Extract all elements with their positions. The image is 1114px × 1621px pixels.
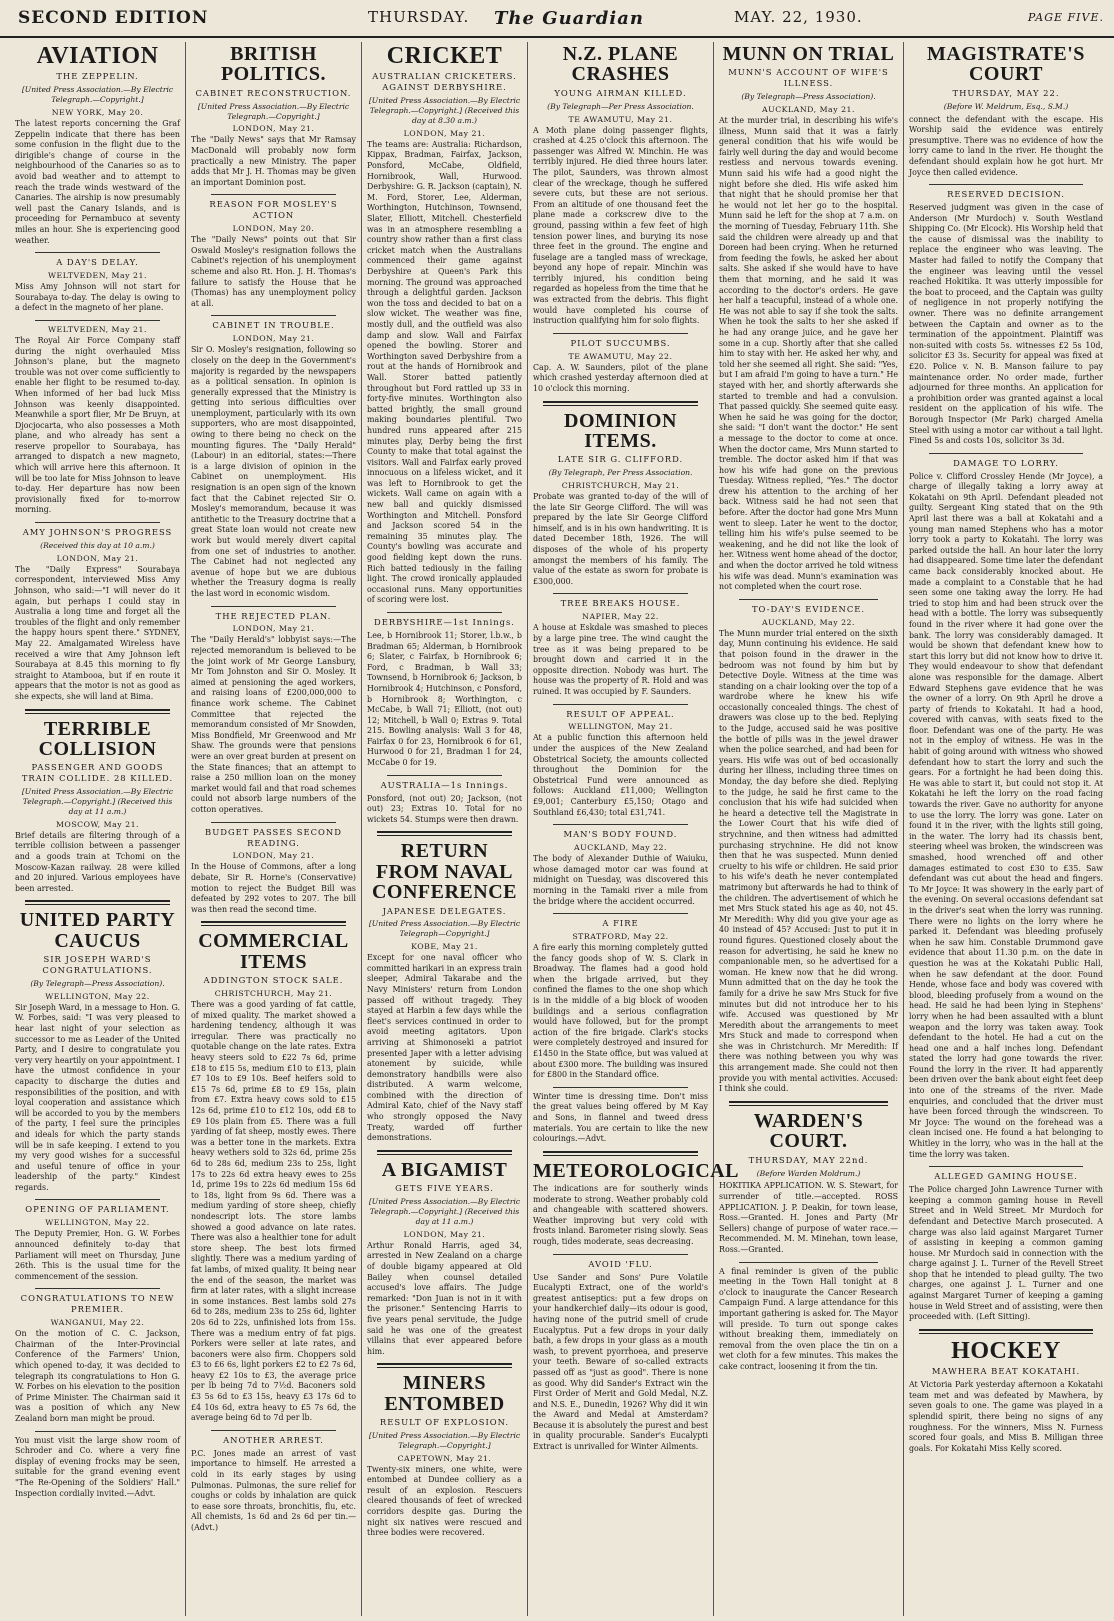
article-body: The indications are for southerly winds moderate to strong. Weather probably cold and changeable with scattered showers. Weather improving but very cold with frosts inland. Barometer rising slowly. Seas rough, tides moderate, seas decreasing.: [533, 1184, 708, 1247]
article-body: Twenty-six miners, one white, were entombed at Dundee colliery as a result of an explosion. Rescuers cleared thousands of feet of wrecked corridors despite gas. During the night six natives were rescued and three bodies were recovered.: [367, 1464, 522, 1538]
edition-label: SECOND EDITION: [18, 8, 209, 28]
article-body: The Munn murder trial entered on the sixth day, Munn continuing his evidence. He said that poison found in the drawer in the bedroom was not found by him but by Detective Doyle. Witness at the time was standing on a chair looking over the top of a wardrobe where he knew his wife occasionally concealed things. The chest of drawers was close up to the bed. Replying to the Judge, accused said he was positive the bottle of pills was in the jewel drawer when the police searched, and had been for years. His wife was out of bed occasionally during her illness, including three times on Monday, the day before she died. Replying to the judge, he said he first came to the conclusion that his wife had suicided when he heard a detective tell the Magistrate in the Lower Court that his wife died of strychnine, and then witness had admitted purchasing strychnine. He did not know then that he was suspected. Munn denied cruelty to his wife or children. He said prior to his wife's death he never contemplated matrimony but afterwards he had to think of the children. The advertisement of which he met Mrs Stuck stated his age as 40, not 45. Mr Meredith: Why did you give your age as 40 instead of 45? Accused: Just to put it in round figures. Questioned closely about the reason for advertising, he said he knew no companionable men, so he advertised for a woman. He knew now that he did wrong. Munn admitted that on the day he took the family for a drive he saw Mrs Stuck for five minutes but did not introduce her to his wife. Accused was questioned by Mr Meredith about the arrangements to meet Mrs Stuck and made to correspond when she was in Christchurch. Mr Meredith: If there was nothing between you why was this arrangement made. She could not then provide you with mental activities. Accused: I think she could.: [719, 628, 898, 1094]
article-subheading: TREE BREAKS HOUSE.: [560, 598, 681, 609]
article-subheading: AMY JOHNSON'S PROGRESS: [22, 527, 173, 538]
article-body: Reserved judgment was given in the case of Anderson (Mr Murdoch) v. South Westland Shipping Co. (Mr Elcock). His Worship held that the cause of dismissal was the inability to replace the engineer who was leaving. The Master had failed to notify the Company that the engineer was leaving until the vessel reached Hokitika. It was utterly impossible for the boat to proceed, and the Captain was guilty of negligence in not properly notifying the owner. There was no definite arrangement between the Captain and owner as to the termination of the appointment. Plaintiff was non-suited with costs 5s. witnesses £2 5s 10d, solicitor £3 3s. Security for appeal was fixed at £20. Police v. N. B. Manson failure to pay maintenance order. No order made, further adjourned for three months. An application for a prohibition order was granted against a local resident on the application of his wife. The Borough Inspector (Mr Park) charged Amelia Steel with using a motor car without a tail light. Fined 5s and costs 10s, solicitor 3s 3d.: [909, 203, 1103, 446]
article: [533, 1087, 708, 1145]
article-body: Use Sander and Sons' Pure Volatile Eucalypti Extract, one of the world's greatest antiseptics: put a few drops on your handkerchief daily—its odour is good, having none of the putrid smell of crude Eucalyptus. Put a few drops in your daily bath, a few drops in your glass as a mouth wash, to prevent pyorrhoea, and preserve your teeth. Beware of so-called extracts passed off as "just as good". There is none as good. Why did Sander's Extract win the First Order of Merit and Gold Medal, N.Z. and N.S. E., Dunedin, 1926? Why did it win the Award and Medal at Amsterdam? Because it is absolutely the purest and best in quality procurable. Sander's Eucalypti Extract is unrivalled for Winter Ailments.: [533, 1272, 708, 1452]
article-dateline: TE AWAMUTU, May 22.: [568, 351, 673, 361]
article-body: The "Daily Herald's" lobbyist says:—The rejected memorandum is believed to be the joint work of Mr George Lansbury, Mr Tom Johnston and Sir O. Mosley. It aimed at pensioning the aged workers, and raising loans of £200,000,000 to finance work scheme. The Cabinet Committee that rejected the memorandum consisted of Mr Snowden, Miss Bondfield, Mr Greenwood and Mr Shaw. The grounds were that pensions were an over great burden at present on the State finances; that an attempt to raise a 250 million loan on the money market would fail and that road schemes could not absorb large numbers of the cotton operatives.: [191, 635, 356, 814]
article-dateline: LONDON, May 21.: [403, 1229, 486, 1239]
article-body: Sir O. Mosley's resignation, following so closely on the deep in the Government's majority is regarded by the newspapers as a political sensation. In opinion is generally expressed that the Ministry is getting into serious difficulties over unemployment, particularly with its own supporters, who are most disappointed, owing to there being no check on the mounting figures. The "Daily Herald" (Labour) in an editorial, states:—There is a large division of opinion in the Cabinet on unemployment. His resignation is an open sign of the known fact that the Cabinet rejected Sir O. Mosley's memorandum, because it was antithetic to the Treasury doctrine that a great State loan would not create new work but would merely divert capital from one set of industries to another. The Cabinet had not neglected any avenue of hope but we are dubious whether the Treasury dogma is really the last word in economic wisdom.: [191, 345, 356, 598]
column-rule: [211, 822, 336, 823]
article-body: A Moth plane doing passenger flights, crashed at 4.25 o'clock this afternoon. The passenger was Alfred W. Minchin. He was terribly injured. He died three hours later. The pilot, Saunders, was thrown almost clear of the wreckage, though he suffered severe cuts, but these are not serious. From an altitude of one thousand feet the plane made a corkscrew dive to the ground, passing within a few feet of high tension power lines, and burying its nose three feet in the ground. The engine and fuselage are a tangled mass of wreckage, beyond any hope of repair. Minchin was terribly injured, his condition being regarded as hopeless from the time that he was extracted from the debris. This flight would have completed his course of instruction qualifying him for solo flights.: [533, 125, 708, 326]
article: [191, 822, 356, 916]
article-subheading: A FIRE: [602, 918, 639, 929]
article: [533, 401, 708, 588]
column-rule: [729, 1101, 888, 1106]
article-headline: MAGISTRATE'S COURT: [927, 43, 1085, 86]
article-headline: A BIGAMIST: [381, 1158, 508, 1181]
article-credit: (Before Warden Moldrum.): [756, 1168, 861, 1178]
article-dateline: CHRISTCHURCH, May 21.: [214, 989, 333, 999]
article-subheading: JAPANESE DELEGATES.: [382, 905, 507, 916]
article-body: Miss Amy Johnson will not start for Sourabaya to-day. The delay is owing to a defect in the magneto of her plane.: [15, 282, 180, 313]
article-dateline: LONDON, May 20.: [232, 224, 315, 234]
article: [191, 315, 356, 599]
article: [15, 900, 180, 1193]
article-body: Probate was granted to-day of the will of the late Sir George Clifford. The will was prepared by the late Sir George Clifford himself, and is in his own handwriting. It is dated December 18th, 1926. The will disposes of the whole of his property amongst the members of his family. The value of the estate as sworn for probate is £300,000.: [533, 492, 708, 586]
article: [533, 913, 708, 1081]
article-headline: N.Z. PLANE CRASHES: [562, 43, 679, 86]
article-subheading: ADDINGTON STOCK SALE.: [203, 975, 344, 986]
article-dateline: LONDON, May 21.: [232, 334, 315, 344]
article-body: Except for one naval officer who committed harikari in an express train sleeper, Admiral Takarabe and the Navy Ministers' return from London passed off without tragedy. They stayed at Harbin a few days while the fleet's services continued in order to avoid meeting agitators. Upon arriving at Shimonoseki a patriot presented Japer with a letter advising atonement by suicide, while demonstratory handbills were also distributed. A warm welcome, combined with the direction of Admiral Kato, chief of the Navy staff who strongly opposed the Navy Treaty, warded off further demonstrations.: [367, 953, 522, 1143]
article-body: At a public function this afternoon held under the auspices of the New Zealand Obstetrical Society, the amounts collected throughout the Dominion for the Obstetrical Fund were announced as follows: Auckland £11,000; Wellington £9,001; Canterbury £5,150; Otago and Southland £6,430; total £31,741.: [533, 733, 708, 817]
issue-date: MAY. 22, 1930.: [734, 8, 863, 26]
article-body: In the House of Commons, after a long debate, Sir R. Horne's (Conservative) motion to reject the Budget Bill was defeated by 292 votes to 207. The bill was then read the second time.: [191, 862, 356, 914]
article-subheading: GETS FIVE YEARS.: [395, 1183, 494, 1194]
column-5: [714, 42, 904, 1616]
page-columns: [10, 42, 1108, 1616]
column-rule: [35, 252, 160, 253]
column-rule: [553, 1254, 688, 1255]
article-credit: (By Telegraph—Press Association).: [741, 92, 876, 102]
article-subheading: PASSENGER AND GOODS TRAIN COLLIDE. 28 KILLED.: [21, 762, 174, 784]
article-body: The teams are: Australia: Richardson, Kippax, Bradman, Fairfax, Jackson, Ponsford, McCabe, Oldfield, Hornibrook, Wall, Hurwood. Derbyshire: G. R. Jackson (captain), N. M. Ford, Storer, Lee, Alderman, Worthington, Hutchinson, Townsend, Slater, Elliott, Mitchell. Chesterfield was in an atmosphere resembling a country show rather than a first class cricket match when the Australians commenced their game against Derbyshire at Queen's Park this morning. The ground was approached through a delightful garden. Jackson won the toss and decided to bat on a slow wicket. The weather was fine, mostly dull, and the outfield was also damp and slow. Wall and Fairfax opened the bowling. Storer and Worthington saved Derbyshire from a rout at the hands of Hornibrook and Wall. Storer batted patiently throughout but Ford rattled up 33 in forty-five minutes. Worthington also batted brightly, the small ground making boundaries plentiful. Two hundred runs appeared after 215 minutes play, Derby being the first County to make that total against the visitors. Wall and Fairfax early proved innocuous on a lifeless wicket, and it was left to Hornibrook to get the wickets. Wall came on again with a new ball and quickly dismissed Worthington and Mitchell. Ponsford and Jackson scored 54 in the remaining 35 minutes play. The County's bowling was accurate and good fielding kept down the runs. Rich batted tediously in the failing light. The crowd ironically applauded occasional runs. Many opportunities of scoring were lost.: [367, 139, 522, 605]
article-credit: [United Press Association.—By Electric Telegraph—Copyright.]: [368, 919, 521, 939]
article-subheading: THURSDAY, MAY 22nd.: [748, 1154, 869, 1165]
article-body: A final reminder is given of the public meeting in the Town Hall tonight at 8 o'clock to inaugurate the Cancer Research Campaign Fund. A large attendance for this important gathering is asked for. The Mayor will preside. To turn out sponge cakes without breaking them, immediately on removal from the oven place the tin on a wet cloth for a few minutes. This makes the cake contract, loosening it from the tin.: [719, 1266, 898, 1371]
article: [15, 522, 180, 703]
article-subheading: OPENING OF PARLIAMENT.: [25, 1204, 170, 1215]
article-dateline: MOSCOW, May 21.: [55, 819, 140, 829]
article: [191, 44, 356, 188]
article-headline: DOMINION ITEMS.: [564, 409, 677, 452]
article-subheading: CONGRATULATIONS TO NEW PREMIER.: [20, 1293, 175, 1315]
article-body: Ponsford, (not out) 20; Jackson, (not out) 23; Extras 10. Total for no wickets 54. Stumps were then drawn.: [367, 793, 522, 824]
article-dateline: LONDON, May 21.: [232, 124, 315, 134]
article-dateline: WELTVEDEN, May 21.: [48, 324, 147, 334]
article-body: There was a good yarding of fat cattle, of mixed quality. The market showed a hardening tendency, although it was irregular. There was practically no quotable change on the late rates. Extra heavy steers sold to £22 7s 6d, prime £18 to £15 5s, medium £10 to £13, plain £7 10s to £9 10s. Beef heifers sold to £15 7s 6d, prime £8 to £9 15s, plain from £7. Extra heavy cows sold to £15 12s 6d, prime £10 to £12 10s, odd £8 to £9 10s plain from £5. There was a full yarding of fat sheep, mostly ewes. There was a better tone in the markets. Extra heavy wethers sold to 32s 6d, prime 25s 6d to 28s 6d, medium 23s to 25s, light 17s to 22s 6d extra heavy ewes to 25s 1d, prime 19s to 22s 6d medium 15s 6d to 18s, light from 9s 6d. There was a medium yarding of store sheep, chiefly nondescript lots. The store lambs showed a good advance on late rates. There was also a healthier tone for adult store sheep. The best lots firmed slightly. There was a medium yarding of fat lambs, of mixed quality. It being near the end of the season, the market was firm at later rates, with a slight increase in some instances. Best lambs sold 27s 6d to 28s, medium 23s to 25s 6d, lighter 20s 6d to 22s, unfinished lots from 15s. There was a medium entry of fat pigs. Porkers were seller at late rates, and baconers were also firm. Choppers sold £3 to £6 6s, light porkers £2 to £2 7s 6d, heavy £2 10s to £3, the average price per lb being 7d to 7½d. Baconers sold £3 5s 6d to £3 15s, heavy £3 17s 6d to £4 10s 6d, extra heavy to £5 7s 6d, the average being 6d to 7d per lb.: [191, 1000, 356, 1423]
article-body: The "Daily Express" Sourabaya correspondent, interviewed Miss Amy Johnson, who said:—"I will never do it again, but perhaps I could stay in Australia a long time and forget all the troubles of the flight and only remember the happy hours spent there." SYDNEY, May 22. Amalgamated Wireless have received a wire that Amy Johnson left Sourabaya at 8.45 this morning to fly straight to Atambooa, but if en route it appears that the motor is not as good as she expects, she will land at Bima.: [15, 564, 180, 701]
article-subheading: RESERVED DECISION.: [947, 189, 1065, 200]
article: [533, 1151, 739, 1248]
article-body: Arthur Ronald Harris, aged 34, arrested in New Zealand on a charge of double bigamy appeared at Old Bailey when counsel detailed accused's love affairs. The Judge remarked: "Don Juan is not in it with the prisoner." Sentencing Harris to five years penal servitude, the Judge said he was one of the greatest villains that ever appeared before him.: [367, 1240, 522, 1356]
column-rule: [211, 315, 336, 316]
article-body: You must visit the large show room of Schroder and Co. where a very fine display of evening frocks may be seen, suitable for the grand evening event "The Re-Opening of the Soldiers' Hall." Inspection cordially invited.—Advt.: [15, 1435, 180, 1498]
article-subheading: MAWHERA BEAT KOKATAHI.: [931, 1366, 1081, 1377]
article-subheading: A DAY'S DELAY.: [56, 257, 139, 268]
column-rule: [553, 824, 688, 825]
column-rule: [387, 775, 502, 776]
column-rule: [35, 320, 160, 321]
article: [15, 1199, 180, 1282]
article: [719, 1262, 898, 1373]
article-subheading: AUSTRALIAN CRICKETERS. AGAINST DERBYSHIRE.: [372, 71, 517, 93]
article-headline: MUNN ON TRIAL: [722, 43, 895, 65]
article-body: A fire early this morning completely gutted the fancy goods shop of W. S. Clark in Broadway. The flames had a good hold when the brigade arrived, but they confined the flames to the one shop which is in the middle of a big block of wooden buildings and a serious conflagration would have followed, but for the prompt action of the fire brigade. Clark's stocks were completely destroyed and insured for £1450 in the State office, but was valued at about £300 more. The building was insured for £800 in the Standard office.: [533, 943, 708, 1080]
column-rule: [739, 599, 878, 600]
article: [15, 320, 180, 516]
article: [719, 599, 898, 1095]
article: [719, 1101, 898, 1256]
article-subheading: RESULT OF APPEAL.: [566, 708, 675, 719]
article-subheading: MUNN'S ACCOUNT OF WIFE'S ILLNESS.: [728, 67, 889, 89]
column-rule: [377, 1150, 512, 1155]
article-dateline: WANGANUI, May 22.: [50, 1318, 145, 1328]
column-rule: [25, 709, 170, 714]
article-dateline: LONDON, May 21.: [56, 553, 139, 563]
article: [367, 775, 522, 826]
article-credit: [United Press Association.—By Electric Telegraph.—Copyright.]: [368, 1430, 521, 1450]
article: [533, 593, 708, 697]
article: [533, 824, 708, 907]
article-credit: [United Press Association.—By Electric Telegraph.—Copyright.]: [21, 85, 174, 105]
column-rule: [377, 1363, 512, 1368]
article-headline: BRITISH POLITICS.: [220, 43, 327, 86]
article-body: Winter time is dressing time. Don't miss the great values being offered by M Kay and Sons, in flannel and tweed dress materials. You are certain to like the new colourings.—Advt.: [533, 1091, 708, 1144]
article: [367, 831, 522, 1144]
column-1: [10, 42, 186, 1616]
column-rule: [919, 1329, 1093, 1334]
column-rule: [377, 831, 512, 836]
article: [909, 1329, 1103, 1455]
article-body: The Royal Air Force Company staff during the night overhauled Miss Johnson's plane, but the magneto trouble was not over come sufficiently to enable her flight to be resumed to-day. When informed of her bad luck Miss Johnson was keenly disappointed. Meanwhile a sport flier, Mr De Bruyn, at Djocjocarta, who also possesses a Moth plane, and who already has sent a reserve propellor to Sourabaya, has arranged to dispatch a new magneto, which will arrive here this afternoon. It will be too late for Miss Johnson to leave to-day. Her departure has now been provisionally fixed for to-morrow morning.: [15, 335, 180, 515]
article: [15, 1431, 180, 1500]
article-body: HOKITIKA APPLICATION. W. S. Stewart, for surrender of title.—accepted. ROSS APPLICATION. J. P. Deakin, for town lease, Ross.—Granted. H. Jones and Party (Mr Sellers) change of purpose of water race.—Recommended. M. M. Minehan, town lease, Ross.—Granted.: [719, 1181, 898, 1254]
column-rule: [387, 612, 502, 613]
article: [367, 612, 522, 769]
article-subheading: SIR JOSEPH WARD'S CONGRATULATIONS.: [42, 954, 153, 975]
column-6: [904, 42, 1108, 1616]
article-dateline: AUCKLAND, May 21.: [762, 105, 855, 115]
column-rule: [929, 453, 1083, 454]
article-headline: CRICKET: [386, 43, 503, 69]
article-body: The "Daily News" points out that Sir Oswald Mosley's resignation follows the Cabinet's rejection of his unemployment scheme and also Rt. Hon. J. H. Thomas's failure to satisfy the House that he (Thomas) has any unemployment policy at all.: [191, 235, 356, 308]
article-headline: TERRIBLE COLLISION: [38, 717, 157, 760]
article-body: connect the defendant with the escape. His Worship said the evidence was entirely presumptive. There was no evidence of how the lorry came to land in the river. He thought the defendant should explain how he got hurt. Mr Joyce then called evidence.: [909, 114, 1103, 177]
article: [191, 606, 356, 816]
article-body: At the murder trial, in describing his wife's illness, Munn said that it was a fairly general condition that his wife would be fairly well during the day and would become restless and nervous towards evening. Munn said his wife had a good night the night before she died. His wife asked him that night that he should promise her that he would not let her go to the hospital. Munn said he left for the shop at 7 a.m. on the morning of Tuesday, February 11th. She said the children were already up and that Doreen had been crying. When he returned from feeding the fowls, he asked her about salts. She asked if she would have to have them that morning, and he said it was according to the doctor's orders. He gave her half a teacupful, instead of a whole one. He was not able to say if she took the salts. When he took the salts to her she asked if he had any orange juice, and he gave her some in a cup. Shortly after that she called him to stay with her. He asked her why, and told her she seemed all right. She said: "Yes, but I am afraid I'm going to have a turn." He stayed with her, and shortly afterwards she started to tremble and had a convulsion. That passed quickly. She seemed quite easy. When he said he was going for the doctor, she said: "I don't want the doctor." He sent a message to the doctor to come at once. When the doctor came, Mrs Munn started to tremble. The doctor asked him if that was how his wife had gone on the previous Tuesday. Witness replied, "Yes." The doctor drew his attention to the arching of her back. Witness said he had not seen that before. After the doctor had gone Mrs Munn went to sleep. Later he went to the doctor, telling him his wife's pulse seemed to be weakening, and he did not like the look of her. Witness went home ahead of the doctor, and when the doctor arrived he told witness his wife was dead. Munn's examination was not completed when the court rose.: [719, 116, 898, 592]
column-rule: [201, 921, 346, 926]
article-dateline: KOBE, May 21.: [411, 942, 478, 952]
article-subheading: CABINET IN TROUBLE.: [212, 320, 335, 331]
article-body: Cap. A. W. Saunders, pilot of the plane which crashed yesterday afternoon died at 10 o'clock this morning.: [533, 362, 708, 393]
article-headline: METEOROLOGICAL: [533, 1159, 739, 1182]
article-subheading: THURSDAY, MAY 22.: [952, 87, 1060, 98]
column-rule: [211, 194, 336, 195]
article-credit: [United Press Association.—By Electric Telegraph.—Copyright.] (Received this day at 11 a.m.): [368, 1197, 521, 1226]
newspaper-title: The Guardian: [494, 8, 644, 29]
column-rule: [739, 1262, 878, 1263]
article: [533, 704, 708, 819]
article-body: Lee, b Hornibrook 11; Storer, l.b.w., b Bradman 65; Alderman, b Hornibrook 6; Slater, c Fairfax, b Hornibrook 6; Ford, c Bradman, b Wall 33; Townsend, b Hornibrook 6; Jackson, b Hornibrook 4; Hutchinson, c Ponsford, b Hornibrook 8; Worthington, c McCabe, b Wall 71; Elliott, (not out) 12; Mitchell, b Wall 0; Extras 9. Total 215. Bowling analysis: Wall 3 for 48, Fairfax 0 for 23, Hornibrook 6 for 61, Hurwood 0 for 21, Bradman 1 for 24, McCabe 0 for 19.: [367, 630, 522, 768]
article: [533, 333, 708, 395]
article: [191, 921, 356, 1423]
column-rule: [553, 1087, 688, 1088]
article-body: Sir Joseph Ward, in a message to Hon. G. W. Forbes, said: "I was very pleased to hear last night of your selection as successor to me as Leader of the United Party, and I desire to congratulate you very very heartily on your appointment. I have the utmost confidence in your capacity to discharge the duties and responsibilities of the position, and with loyal cooperation and assistance which will be accorded to you by the members of the party, I feel sure the principles and ideals for which the party stands will be in safe keeping. I extend to you my very good wishes for a successful and useful tenure of office in your leadership of the party." Kindest regards.: [15, 1002, 180, 1192]
article-headline: HOCKEY: [951, 1337, 1061, 1364]
article: [191, 1430, 356, 1534]
column-rule: [25, 900, 170, 905]
column-rule: [553, 333, 688, 334]
article: [909, 1166, 1103, 1323]
article-body: P.C. Jones made an arrest of vast importance to himself. He arrested a cold in its early stages by using Pulmonas. Pulmonas, the sure relief for coughs or colds by inhalation are quick to ease sore throats, bronchitis, flu, etc. All chemists, 1s 6d and 2s 6d per tin.—(Advt.): [191, 1448, 356, 1532]
article-subheading: TO-DAY'S EVIDENCE.: [751, 603, 866, 614]
article-dateline: AUCKLAND, May 22.: [574, 843, 667, 853]
article: [533, 44, 708, 327]
column-rule: [929, 1166, 1083, 1167]
article-body: Brief details are filtering through of a terrible collision between a passenger and a goods train at Tchomi on the Moscow-Kazan railway. 28 were killed and 20 injured. Various employees have been arrested.: [15, 830, 180, 893]
article-dateline: LONDON, May 21.: [232, 851, 315, 861]
article-subheading: ALLEGED GAMING HOUSE.: [934, 1171, 1078, 1182]
article-dateline: LONDON, May 21.: [232, 624, 315, 634]
article-subheading: THE REJECTED PLAN.: [215, 610, 332, 621]
column-rule: [35, 1431, 160, 1432]
article-body: Police v. Clifford Crossley Hende (Mr Joyce), a charge of illegally taking a lorry away at Kokatahi on 9th April. Defendant pleaded not guilty. Sergeant King stated that on the 9th April last there was a ball at Kokatahi and a young man named Stephens who has a motor lorry took a party to Kokatahi. The lorry was parked outside the hall. An hour later the lorry had disappeared. Some time later the defendant came back considerably knocked about. He made a complaint to a Constable that he had seen some one taking away the lorry. He had tried to stop him and had been struck over the head with a bottle. The lorry was subsequently found in the river where it had gone over the bank. The lorry was considerably damaged. It would be shown that defendant knew how to start this lorry but did not know how to drive it. They would endeavour to show that defendant alone was responsible for the damage. Albert Edward Stephens gave evidence that he was the owner of a lorry. On 9th April he drove a party of friends to Kokatahi. It had a hood, covered with canvas, with seats fixed to the floor. Defendant was one of the party. He was not in the employ of witness. He was in the habit of going around with witness who showed defendant how to start the lorry and such the gears. For a fortnight he had been doing this. He was able to start it, but could not stop it. At Kokatahi he left the lorry on the road facing towards the river. Gave no authority for anyone to use the lorry. The lorry was gone. Later on found it in the river, with the lights still going, in the water. The lorry had its chassis bent, steering wheel was broken, the windscreen was smashed, hood wrenched off and other damages estimated to cost £30 to £35. Saw defendant was cut about the head and fingers. To Mr Joyce: It was showery in the early part of the evening. On several occasions defendant sat in the driver's seat when the lorry was running. There were no lights on the lorry where he parked it. Defendant was bleeding profusely when he saw him. Constable Drummond gave evidence that about 11.30 p.m. on the date in question he was at the Kokatahi Public Hall, when he saw defendant at the door. Found Hende, whose face and body was covered with blood, bleeding profusely from a wound on the head. He said he had been lying in Stephens' lorry when he had been assaulted with a blunt weapon and the lorry was taken away. Took defendant to the hotel. He had a cut on the head one and a half inches long. Defendant stated the lorry had gone towards the river. Found the lorry in the river. It had apparently been driven over the bank about eight feet deep into one of the streams of the river. Made enquiries, and concluded that the driver must have been forced through the windscreen. To Mr Joyce: The wound on the forehead was a clean incised one. He found a hat belonging to Whitley in the lorry, who was in the hall at the time the lorry was taken.: [909, 471, 1104, 1159]
day-label: THURSDAY.: [368, 8, 470, 26]
article-dateline: WELLINGTON, May 22.: [45, 1218, 150, 1228]
masthead: [0, 0, 1114, 38]
article: [15, 709, 180, 895]
article: [15, 252, 180, 314]
article-credit: (Before W. Meldrum, Esq., S.M.): [943, 101, 1069, 111]
article-dateline: CHRISTCHURCH, May 21.: [561, 481, 680, 491]
column-rule: [543, 1151, 698, 1156]
page-number: PAGE FIVE.: [1027, 11, 1104, 24]
article: [367, 1150, 522, 1357]
column-4: [528, 42, 739, 1616]
article-dateline: CAPETOWN, May 21.: [397, 1453, 492, 1463]
column-rule: [553, 913, 688, 914]
article-subheading: BUDGET PASSES SECOND READING.: [205, 826, 342, 848]
article-subheading: THE ZEPPELIN.: [56, 71, 139, 82]
article: [367, 1363, 522, 1539]
article-body: The Deputy Premier, Hon. G. W. Forbes announced definitely to-day that Parliament will meet on Thursday, June 26th. This is the usual time for the commencement of the session.: [15, 1229, 180, 1281]
article-credit: (By Telegraph—Press Association).: [30, 978, 165, 988]
article-dateline: STRATFORD, May 22.: [572, 932, 669, 942]
article-headline: WARDEN'S COURT.: [753, 1109, 864, 1153]
article-subheading: MAN'S BODY FOUND.: [563, 829, 678, 840]
article-dateline: WELLINGTON, May 21.: [568, 722, 673, 732]
article-dateline: WELTVEDEN, May 21.: [48, 271, 147, 281]
column-2: [186, 42, 362, 1616]
article-subheading: CABINET RECONSTRUCTION.: [195, 87, 352, 98]
article-credit: [United Press Association.—By Electric Telegraph.—Copyright.]: [197, 101, 350, 121]
column-rule: [35, 1199, 160, 1200]
article-dateline: WELLINGTON, May 22.: [45, 991, 150, 1001]
article-headline: AVIATION: [36, 43, 159, 69]
column-rule: [211, 1430, 336, 1431]
article-dateline: NEW YORK, May 20.: [51, 108, 144, 118]
article-dateline: TE AWAMUTU, May 21.: [568, 114, 673, 124]
article-body: At Victoria Park yesterday afternoon a Kokatahi team met and was defeated by Mawhera, by seven goals to one. The game was played in a splendid spirit, there being no signs of any roughness. For the winners, Miss N. Furness scored four goals, and Miss B. Milligan three goals. For Kokatahi Miss Kelly scored.: [909, 1380, 1103, 1453]
article-credit: [United Press Association.—By Electric Telegraph.—Copyright.] (Received this day at 11 a.m.): [21, 787, 174, 816]
column-rule: [211, 606, 336, 607]
article: [909, 44, 1103, 178]
article-dateline: NAPIER, May 22.: [582, 612, 659, 622]
article: [15, 1288, 180, 1424]
article: [909, 184, 1103, 447]
article-subheading: REASON FOR MOSLEY'S ACTION: [209, 199, 338, 221]
article: [191, 194, 356, 309]
article-credit: [United Press Association.—By Electric Telegraph.—Copyright.] (Received this day at 8.30 a.m.): [368, 96, 521, 126]
column-rule: [553, 593, 688, 594]
column-rule: [543, 401, 698, 406]
column-rule: [35, 1288, 160, 1289]
article: [367, 44, 522, 606]
article-subheading: DAMAGE TO LORRY.: [953, 457, 1059, 468]
article: [909, 453, 1103, 1161]
article-body: The "Daily News" says that Mr Ramsay MacDonald will probably now form practically a new Ministry. The paper adds that Mr J. H. Thomas may be given an important Dominion post.: [191, 135, 356, 187]
article: [719, 44, 898, 593]
article-subheading: DERBYSHIRE—1st Innings.: [374, 617, 515, 628]
article-body: The body of Alexander Duthie of Waiuku, whose damaged motor car was found at midnight on Tuesday, was discovered this morning in the Tamaki river a mile from the bridge where the accident occurred.: [533, 854, 708, 906]
article-headline: RETURN FROM NAVAL CONFERENCE: [371, 840, 517, 904]
article: [15, 44, 180, 246]
article-subheading: YOUNG AIRMAN KILLED.: [554, 87, 687, 98]
article-headline: COMMERCIAL ITEMS: [198, 930, 349, 973]
article-body: The latest reports concerning the Graf Zeppelin indicate that there has been some confusion in the flight due to the dirigible's change of course in the neighbourhood of the Canaries so as to avoid bad weather and to attempt to reach the trade winds westward of the Canaries. The airship is now presumably well past the Canary Islands, and is proceeding for Pernambuco at seventy miles an hour. She is experiencing good weather.: [15, 119, 180, 245]
column-rule: [35, 522, 160, 523]
article-headline: MINERS ENTOMBED: [384, 1372, 505, 1415]
article-subheading: LATE SIR G. CLIFFORD.: [557, 454, 684, 465]
article-credit: (By Telegraph, Per Press Association.: [548, 468, 693, 478]
column-rule: [929, 184, 1083, 185]
article-headline: UNITED PARTY CAUCUS: [19, 909, 176, 952]
article-subheading: PILOT SUCCUMBS.: [570, 337, 671, 348]
article-subheading: ANOTHER ARREST.: [223, 1434, 324, 1445]
article: [533, 1254, 708, 1453]
article-body: A house at Eskdale was smashed to pieces by a large pine tree. The wind caught the tree as it was being prepared to be brought down and carried it in the opposite direction. Nobody was hurt. The house was the property of R. Hold and was ruined. It was occupied by F. Saunders.: [533, 623, 708, 696]
article-credit: (Received this day at 10 a.m.): [40, 540, 155, 550]
article-subheading: AUSTRALIA—1s Innings.: [380, 779, 509, 790]
article-body: On the motion of C. C. Jackson, Chairman of the Inter-Provincial Conference of the Farmers' Union, which opened to-day, it was decided to telegraph its congratulations to Hon G. W. Forbes on his elevation to the position of Prime Minister. The Chairman said it was a position of which any New Zealand born man might be proud.: [15, 1329, 180, 1423]
article-dateline: AUCKLAND, May 22.: [762, 617, 855, 627]
article-subheading: AVOID 'FLU.: [588, 1258, 653, 1269]
column-rule: [553, 704, 688, 705]
article-credit: (By Telegraph—Per Press Association.: [547, 101, 694, 111]
article-dateline: LONDON, May 21.: [403, 128, 486, 138]
column-3: [362, 42, 528, 1616]
article-subheading: RESULT OF EXPLOSION.: [379, 1417, 510, 1428]
article-body: The Police charged John Lawrence Turner with keeping a common gaming house in Revell Street and in Weld Street. Mr Murdoch for defendant and Detective March prosecuted. A charge was also laid against Margaret Turner of assisting in keeping a common gaming house. Mr Murdoch said in connection with the charge against J. L. Turner of the Revell Street shop that he intended to plead guilty. The two charges, one against J. L. Turner and one against Margaret Turner of keeping a gaming house in Weld Street and of assisting, were then proceeded with. (Left Sitting).: [909, 1185, 1103, 1322]
